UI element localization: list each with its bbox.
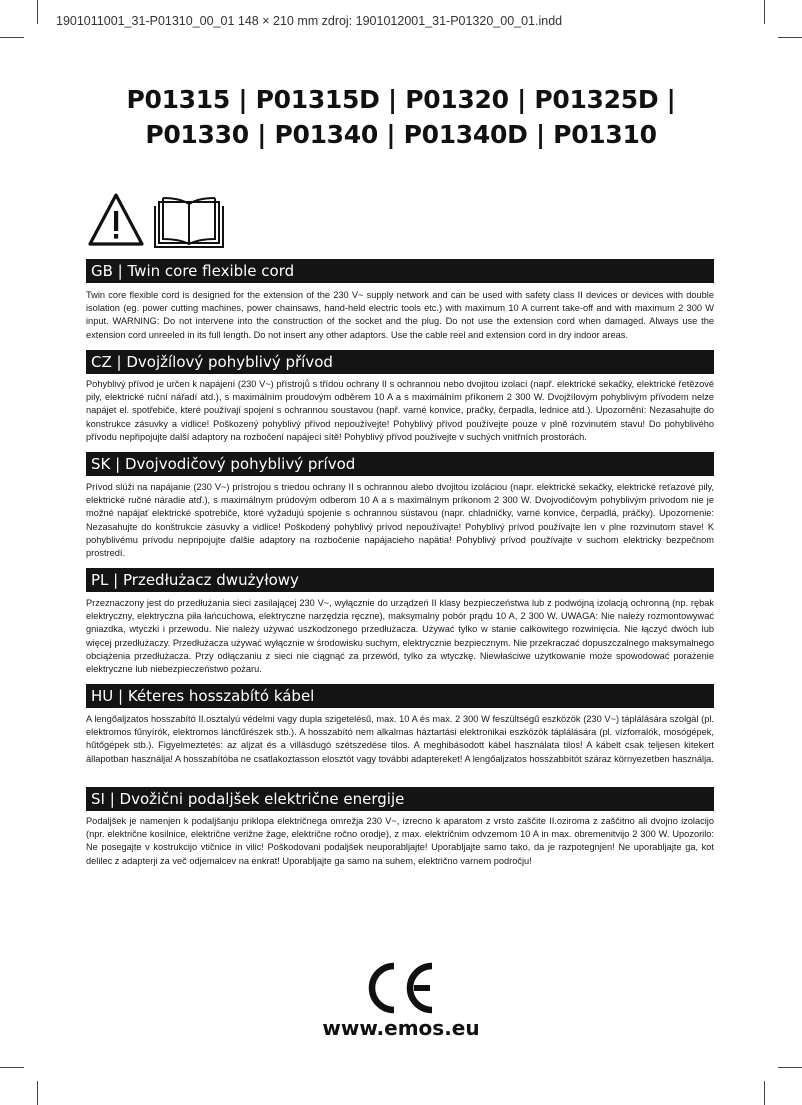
crop-mark-bottom-left-v bbox=[37, 1081, 38, 1105]
crop-mark-top-left-h bbox=[0, 37, 24, 38]
section-heading-hu: HU | Kéteres hosszabító kábel bbox=[86, 684, 714, 708]
title-line-2: P01330 | P01340 | P01340D | P01310 bbox=[145, 120, 657, 149]
section-heading-cz: CZ | Dvojžílový pohyblivý přívod bbox=[86, 350, 714, 374]
ce-mark-icon bbox=[360, 960, 438, 1016]
section-text-hu: A lengőaljzatos hosszabító II.osztalyú védelmi vagy dupla szigetelésű, max. 10 A és max. 2 300 W feszültségű eszközök (230 V~) táplálására szolgál (pl. elektromos fűnyírók, elektromos láncfűrészek stb.). A hosszabító nem alkalmas háztartási elektronikai eszközök táplálására (pl. vízforralók, mosógépek, hűtőgépek stb.). Figyelmeztetés: az aljzat és a villásdugó szétszedése tilos. A meghibásodott kábel használata tilos! A kábelt csak teljesen kitekert állapotban használja! A hosszabítóba ne csatlakoztasson elosztót vagy további adaptereket! A lengőaljzatos hosszabbítót száraz környezetben használja. bbox=[86, 714, 714, 764]
section-heading-sk: SK | Dvojvodičový pohyblivý prívod bbox=[86, 452, 714, 476]
crop-mark-top-left-v bbox=[37, 0, 38, 24]
section-heading-gb: GB | Twin core flexible cord bbox=[86, 259, 714, 283]
section-text-pl: Przeznaczony jest do przedłużania sieci zasilającej 230 V~, wyłącznie do urządzeń II klasy bezpieczeństwa lub z podwójną izolacją ochronną (np. rębak elektryczny, elektryczna piła łańcuchowa, elektryczne narzędzia ręczne), maksymalny pobór prądu 10 A, 2 300 W. UWAGA: Nie należy rozmontowywać gniazdka, wtyczki i przewodu. Nie należy używać uszkodzonego przedłużacza. Używać tylko w stanie całkowitego rozwinięcia. Nie łączyć dwóch lub więcej przedłużaczy. Przedłużacza używać wyłącznie w środowisku suchym, elektrycznie bezpiecznym. Nie przekraczać dopuszczalnego maksymalnego obciążenia przedłużacza. Przy odłączaniu z sieci nie ciągnąć za przewód, tylko za wtyczkę. Niewłaściwe użytkowanie może spowodować porażenie elektryczne lub niebezpieczeństwo pożaru. bbox=[86, 598, 714, 675]
safety-icons bbox=[87, 192, 227, 250]
crop-mark-top-right-v bbox=[764, 0, 765, 24]
section-heading-si: SI | Dvožični podaljšek električne energije bbox=[86, 787, 714, 811]
page-title bbox=[0, 82, 802, 152]
website-url[interactable]: www.emos.eu bbox=[322, 1016, 480, 1040]
crop-mark-top-right-h bbox=[778, 37, 802, 38]
crop-mark-bottom-right-v bbox=[764, 1081, 765, 1105]
title-line-1: P01315 | P01315D | P01320 | P01325D | bbox=[126, 85, 676, 114]
section-text-cz: Pohyblivý přívod je určen k napájení (230 V~) přístrojů s třídou ochrany II s ochrannou nebo dvojitou izolací (např. elektrické sekačky, elektrické řetězové pily, elektrické ruční nářadí atd.), s maximálním proudovým odběrem 10 A a s maximálním příkonem 2 300 W. Dvojžílovým pohyblivým přívodem nelze napájet el. spotřebiče, které používají spojení s ochrannou soustavou (např. varné konvice, pračky, čerpadla, lednice atd.). Upozornění: Nezasahujte do konstrukce zásuvky a vidlice! Poškozený pohyblivý přívod nepoužívejte! Pohyblivý přívod používejte pouze v plně rozvinutém stavu! Do pohyblivého přívodu nepřipojujte další adaptory na rozbočení napájecí sítě! Pohyblivý přívod používejte v suchých vnitřních prostorách. bbox=[86, 379, 714, 442]
manual-book-icon bbox=[155, 198, 223, 247]
section-text-gb: Twin core flexible cord is designed for the extension of the 230 V~ supply network and can be used with safety class II devices or devices with double isolation (eg. power cutting machines, power chainsaws, hand-held electric tools etc.) with maximum 10 A current take-off and with maximum 2 300 W input. WARNING: Do not intervene into the construction of the socket and the plug. Do not use the extension cord when damaged. Always use the extension cord unreeled in its full length. Do not insert any other adaptors. Use the cable reel and extension cord in dry indoor areas. bbox=[86, 290, 714, 340]
warning-icon bbox=[90, 195, 142, 244]
section-heading-pl: PL | Przedłużacz dwużyłowy bbox=[86, 568, 714, 592]
section-text-si: Podaljšek je namenjen k podaljšanju priklopa električnega omrežja 230 V~, izrecno k aparatom z vrsto zaščite II.oziroma z zaščitno ali dvojno izolacijo (npr. električne kosilnice, električne verižne žage, električne ročno orodje), z max. električnim odvzemom 10 A in max. obremenitvijo 2 300 W. Upozorilo: Ne posegajte v kostrukcijo vtičnice in vilic! Poškodovani podaljšek neuporabljajte! Uporabljajte samo tako, da je razpotegnjen! Ne uporabljajte ga, kot delilec z adapterji za več odjemalcev na enkrat! Uporabljajte ga samo na suhem, električno varnem področju! bbox=[86, 816, 714, 866]
file-info: 1901011001_31-P01310_00_01 148 × 210 mm zdroj: 1901012001_31-P01320_00_01.indd bbox=[56, 14, 563, 28]
section-text-sk: Prívod slúži na napájanie (230 V~) prístrojou s triedou ochrany II s ochrannou alebo dvojitou izoláciou (napr. elektrické sekačky, elektrické reťazové pily, elektrické ručné náradie atď.), s maximálnym prúdovým odberom 10 A a s maximálnym príkonom 2 300 W. Dvojvodičovým pohyblivým prívodom nie je možné napájať elektrické spotrebiče, ktoré vyžadujú spojenie s ochrannou sústavou (napr. chladničky, varné konvice, čerpadlá, práčky). Upozornenie: Nezasahujte do konštrukcie zásuvky a vidlice! Poškodený pohyblivý prívod nepoužívajte! Pohyblivý prívod používajte len v plne rozvinutom stave! K pohyblivému prívodu nepripojujte ďalšie adaptory na rozbočenie napájacieho napätia! Pohyblivý prívod používajte v suchom elektricky bezpečnom prostredí. bbox=[86, 482, 714, 559]
crop-mark-bottom-right-h bbox=[778, 1067, 802, 1068]
crop-mark-bottom-left-h bbox=[0, 1067, 24, 1068]
